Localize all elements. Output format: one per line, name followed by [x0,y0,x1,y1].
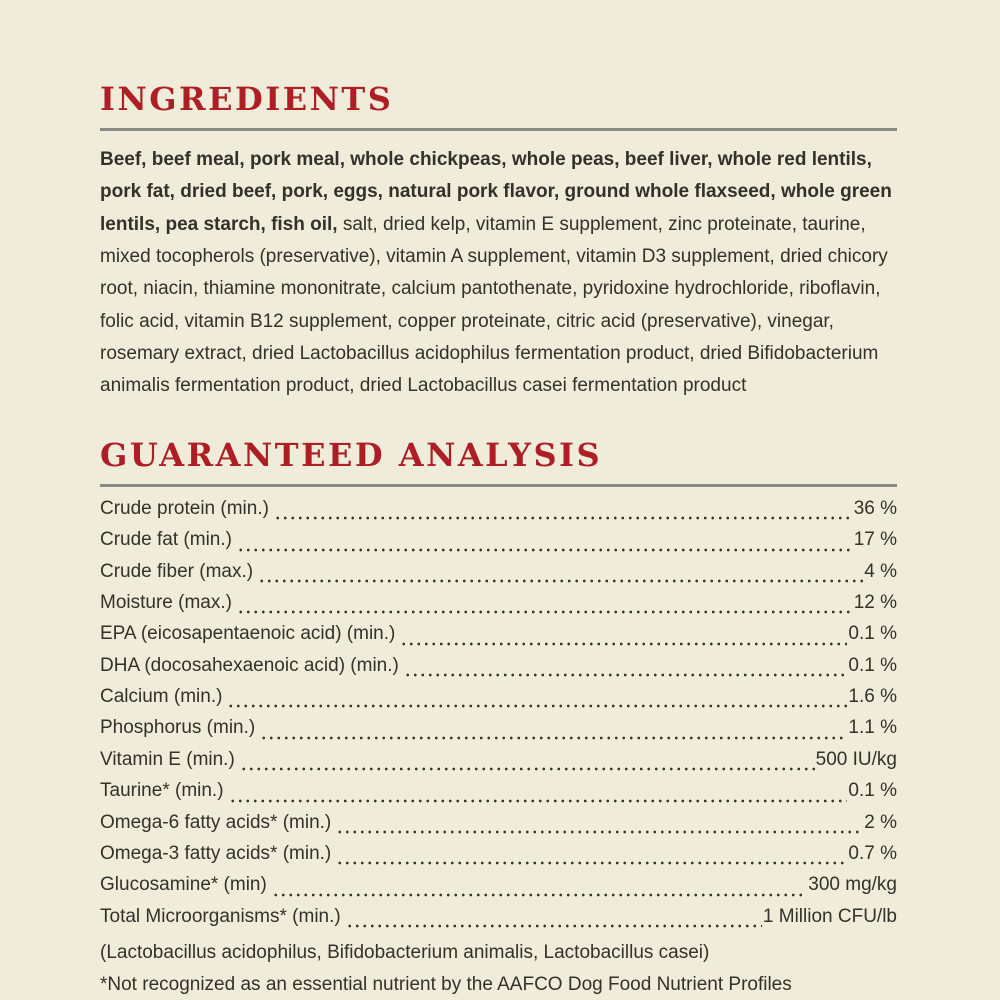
analysis-row-value: 0.1 % [848,623,897,645]
dot-leader [400,642,847,646]
aafco-footnote: *Not recognized as an essential nutrient by the AAFCO Dog Food Nutrient Profiles [100,973,792,995]
analysis-table [100,498,897,937]
analysis-row-value: 1.6 % [848,686,897,708]
analysis-row [100,686,897,717]
analysis-row-label: Calcium (min.) [100,686,223,708]
analysis-row [100,623,897,654]
analysis-row-label: Omega-6 fatty acids* (min.) [100,811,332,833]
analysis-row-value: 300 mg/kg [808,874,897,896]
analysis-row-label: EPA (eicosapentaenoic acid) (min.) [100,623,396,645]
analysis-row [100,780,897,811]
analysis-row [100,529,897,560]
analysis-row-label: Phosphorus (min.) [100,717,256,739]
analysis-row [100,843,897,874]
analysis-row [100,906,897,937]
analysis-row-value: 1 Million CFU/lb [762,905,897,927]
analysis-row [100,717,897,748]
ingredients-paragraph [100,144,897,402]
analysis-row-value: 0.7 % [848,843,897,865]
analysis-row [100,749,897,780]
dot-leader [336,861,847,865]
guaranteed-analysis-title: GUARANTEED ANALYSIS [100,435,603,474]
analysis-row-value: 0.1 % [848,654,897,676]
analysis-row-value: 4 % [864,560,897,582]
dot-leader [260,736,847,740]
analysis-row-value: 1.1 % [848,717,897,739]
analysis-row-label: Crude fiber (max.) [100,560,254,582]
dot-leader [258,579,863,583]
analysis-row-value: 500 IU/kg [815,748,897,770]
analysis-row-label: Glucosamine* (min) [100,874,267,896]
dot-leader [237,610,853,614]
ingredients-secondary-list: salt, dried kelp, vitamin E supplement, zinc proteinate, taurine, mixed tocopherols (preservative), vitamin A supplement, vitamin D3 supplement, dried chicory root, niacin, thiamine mononitrate, calcium pantothenate, pyridoxine hydrochloride, riboflavin, folic acid, vitamin B12 supplement, copper proteinate, citric acid (preservative), vinegar, rosemary extract, dried Lactobacillus acidophilus fermentation product, dried Bifidobacterium animalis fermentation product, dried Lactobacillus casei fermentation product [100,213,888,397]
analysis-row-label: Taurine* (min.) [100,780,224,802]
analysis-row [100,874,897,905]
dot-leader [240,767,815,771]
dot-leader [346,924,762,928]
analysis-row-value: 12 % [853,591,897,613]
dot-leader [336,830,863,834]
dot-leader [274,516,853,520]
analysis-divider [100,484,897,487]
dot-leader [404,673,848,677]
analysis-row-label: Total Microorganisms* (min.) [100,905,341,927]
ingredients-primary-list: Beef, beef meal, pork meal, whole chickpeas, whole peas, beef liver, whole red lentils, pork fat, dried beef, pork, eggs, natural pork flavor, ground whole flaxseed, whole green lentils, pea starch, fish oil, [100,149,892,235]
analysis-row [100,561,897,592]
analysis-row-label: Moisture (max.) [100,591,232,613]
ingredients-title: INGREDIENTS [100,80,394,118]
analysis-row-value: 2 % [864,811,897,833]
analysis-row [100,592,897,623]
analysis-row-value: 36 % [853,497,897,519]
analysis-row-label: Crude protein (min.) [100,497,269,519]
analysis-row [100,498,897,529]
ingredients-divider [100,128,897,131]
analysis-row-value: 0.1 % [848,780,897,802]
analysis-row [100,655,897,686]
analysis-row-label: Omega-3 fatty acids* (min.) [100,843,332,865]
analysis-row [100,812,897,843]
analysis-row-label: Vitamin E (min.) [100,748,235,770]
dot-leader [272,893,807,897]
dot-leader [229,799,848,803]
analysis-row-value: 17 % [853,529,897,551]
analysis-row-label: Crude fat (min.) [100,529,232,551]
analysis-row-label: DHA (docosahexaenoic acid) (min.) [100,654,399,676]
dot-leader [237,548,853,552]
dot-leader [227,704,847,708]
microorganisms-detail-note: (Lactobacillus acidophilus, Bifidobacterium animalis, Lactobacillus casei) [100,942,710,964]
